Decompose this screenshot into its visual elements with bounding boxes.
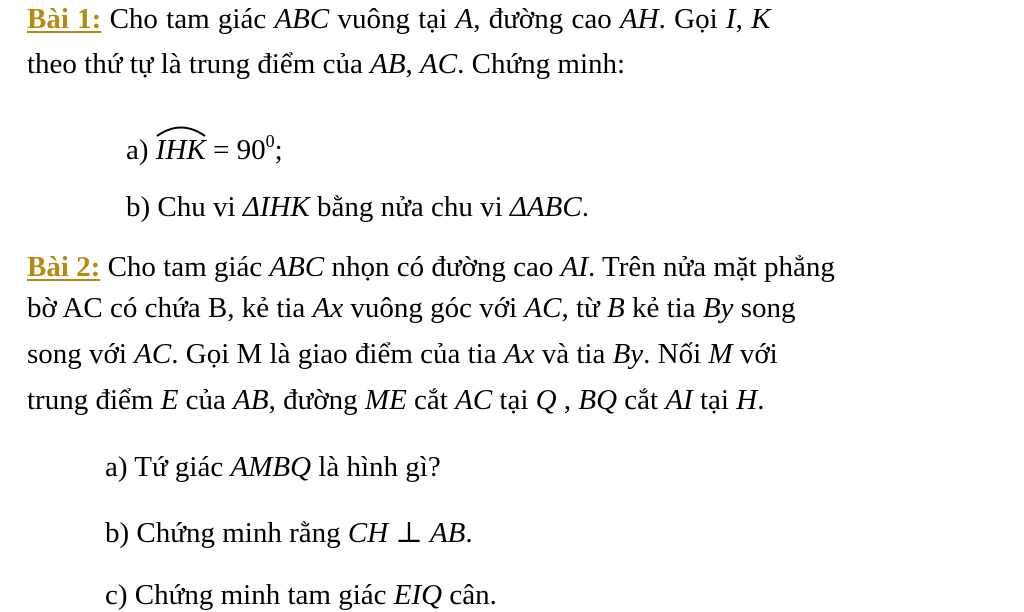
bai2-heading: Bài 2: bbox=[27, 251, 101, 283]
text: . Chứng minh: bbox=[457, 48, 626, 80]
text: vuông góc với bbox=[343, 292, 525, 324]
text: của bbox=[178, 384, 234, 416]
bai2-part-c bbox=[105, 578, 497, 612]
bai1-part-a bbox=[126, 124, 283, 167]
math: EIQ bbox=[393, 579, 443, 611]
text: trung điểm bbox=[27, 384, 161, 416]
text: b) Chu vi bbox=[126, 191, 243, 223]
math: BQ bbox=[578, 384, 618, 416]
math: K bbox=[751, 3, 771, 35]
angle-label: IHK bbox=[155, 134, 206, 166]
text: . Nối bbox=[643, 338, 709, 370]
math: By bbox=[612, 338, 644, 370]
text: . bbox=[465, 517, 473, 549]
part-label: a) bbox=[126, 134, 156, 166]
math: AC bbox=[134, 338, 172, 370]
math: Q bbox=[535, 384, 557, 416]
bai2-part-b bbox=[105, 516, 473, 550]
degree-mark: 0 bbox=[265, 131, 275, 151]
math: B bbox=[607, 292, 625, 324]
bai1-line-1 bbox=[27, 2, 770, 36]
math: Ax bbox=[503, 338, 535, 370]
text: . Trên nửa mặt phẳng bbox=[588, 251, 835, 283]
text: theo thứ tự là trung điểm của bbox=[27, 48, 371, 80]
text: a) Tứ giác bbox=[105, 451, 231, 483]
angle-ihk bbox=[156, 133, 206, 167]
math: AMBQ bbox=[230, 451, 312, 483]
text: , bbox=[735, 3, 752, 35]
math: M bbox=[708, 338, 733, 370]
math: I bbox=[725, 3, 736, 35]
text: = 90 bbox=[205, 134, 266, 166]
text: . bbox=[757, 384, 765, 416]
math: ΔABC bbox=[509, 191, 582, 223]
text: Cho tam giác bbox=[101, 3, 275, 35]
text: c) Chứng minh tam giác bbox=[105, 579, 394, 611]
text: , bbox=[405, 48, 421, 80]
math: CH bbox=[347, 517, 389, 549]
text: b) Chứng minh rằng bbox=[105, 517, 348, 549]
math: AC bbox=[420, 48, 458, 80]
bai2-line-2 bbox=[27, 291, 795, 325]
math: ABC bbox=[269, 251, 325, 283]
math: E bbox=[160, 384, 179, 416]
bai1-line-2 bbox=[27, 47, 625, 81]
math: ABC bbox=[274, 3, 330, 35]
math: AB bbox=[233, 384, 269, 416]
text: vuông tại bbox=[329, 3, 456, 35]
math: By bbox=[702, 292, 734, 324]
text: tại bbox=[692, 384, 737, 416]
text: và tia bbox=[534, 338, 613, 370]
text: Cho tam giác bbox=[100, 251, 270, 283]
text: cắt bbox=[406, 384, 456, 416]
text: ; bbox=[274, 134, 283, 166]
text: kẻ tia bbox=[624, 292, 703, 324]
bai2-part-a bbox=[105, 450, 441, 484]
bai1-part-b bbox=[126, 190, 589, 224]
text: bờ AC có chứa B, kẻ tia bbox=[27, 292, 313, 324]
math: AC bbox=[455, 384, 493, 416]
text: song với bbox=[27, 338, 135, 370]
text: . Gọi M là giao điểm của tia bbox=[171, 338, 504, 370]
bai2-line-1 bbox=[27, 250, 835, 284]
text: ⊥ bbox=[388, 517, 430, 549]
text: . Gọi bbox=[658, 3, 726, 35]
text: tại bbox=[492, 384, 536, 416]
text: cắt bbox=[617, 384, 666, 416]
text: song bbox=[733, 292, 796, 324]
math: AH bbox=[620, 3, 659, 35]
text: , đường bbox=[268, 384, 365, 416]
math: H bbox=[736, 384, 758, 416]
math: ΔIHK bbox=[242, 191, 310, 223]
bai2-line-4 bbox=[27, 383, 764, 417]
text: là hình gì? bbox=[311, 451, 441, 483]
text: với bbox=[732, 338, 778, 370]
angle-arc-icon bbox=[156, 125, 206, 137]
text: nhọn có đường cao bbox=[324, 251, 561, 283]
text: cân. bbox=[442, 579, 497, 611]
math: AI bbox=[665, 384, 693, 416]
math: AI bbox=[560, 251, 589, 283]
math: AC bbox=[524, 292, 562, 324]
text: . bbox=[581, 191, 589, 223]
text: , đường cao bbox=[473, 3, 620, 35]
text: bằng nửa chu vi bbox=[309, 191, 510, 223]
text: , bbox=[556, 384, 579, 416]
math: AB bbox=[370, 48, 406, 80]
bai2-line-3 bbox=[27, 337, 778, 371]
text: , từ bbox=[561, 292, 608, 324]
math: ME bbox=[364, 384, 407, 416]
math: Ax bbox=[312, 292, 344, 324]
math: AB bbox=[429, 517, 466, 549]
math: A bbox=[455, 3, 474, 35]
bai1-heading: Bài 1: bbox=[27, 3, 102, 35]
